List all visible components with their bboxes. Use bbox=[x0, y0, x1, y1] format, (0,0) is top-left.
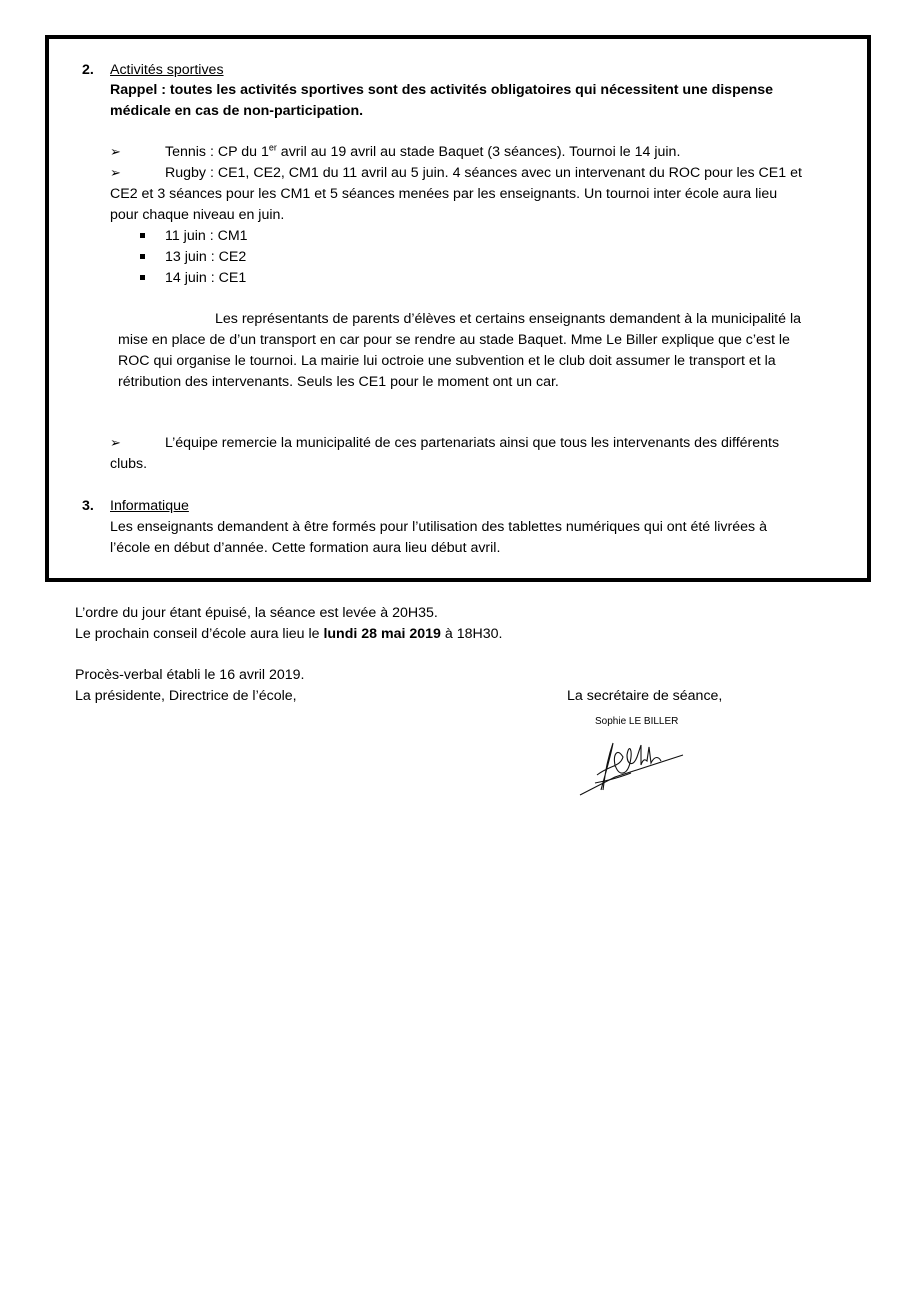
square-bullet-icon bbox=[140, 275, 145, 280]
secretary-name: Sophie LE BILLER bbox=[595, 716, 679, 727]
arrow-bullet-icon: ➢ bbox=[110, 165, 121, 180]
pv-date: Procès-verbal établi le 16 avril 2019. bbox=[75, 667, 305, 683]
square-bullet-icon bbox=[140, 233, 145, 238]
next-meeting-time: à 18H30. bbox=[440, 626, 503, 642]
section-3-number: 3. bbox=[82, 498, 94, 514]
superscript: er bbox=[268, 142, 277, 153]
transport-line-2: mise en place de d’un transport en car pour se rendre au stade Baquet. Mme Le Biller explique que c’est le bbox=[118, 332, 790, 348]
transport-line-1: Les représentants de parents d’élèves et certains enseignants demandent à la municipalité la bbox=[215, 311, 801, 327]
rugby-line-1: Rugby : CE1, CE2, CM1 du 11 avril au 5 juin. 4 séances avec un intervenant du ROC pour les CE1 et bbox=[165, 165, 802, 181]
next-meeting-text: Le prochain conseil d’école aura lieu le bbox=[75, 626, 324, 642]
rugby-line-3: pour chaque niveau en juin. bbox=[110, 207, 285, 223]
thanks-line-2: clubs. bbox=[110, 456, 148, 472]
section-2-number: 2. bbox=[82, 62, 94, 78]
arrow-bullet-icon: ➢ bbox=[110, 435, 121, 450]
rugby-date: 11 juin : CM1 bbox=[165, 228, 248, 244]
rappel-line-2: médicale en cas de non-participation. bbox=[110, 103, 364, 119]
closing-line-1: L’ordre du jour étant épuisé, la séance est levée à 20H35. bbox=[75, 605, 438, 621]
square-bullet-icon bbox=[140, 254, 145, 259]
tennis-line bbox=[165, 142, 680, 163]
section-2-title: Activités sportives bbox=[110, 62, 224, 78]
tennis-text: Tennis : CP du 1 bbox=[165, 144, 269, 160]
president-label: La présidente, Directrice de l’école, bbox=[75, 688, 297, 704]
signature-icon bbox=[575, 735, 690, 800]
closing-line-2 bbox=[75, 624, 502, 645]
informatique-line-2: l’école en début d’année. Cette formation aura lieu début avril. bbox=[110, 540, 501, 556]
rugby-date: 14 juin : CE1 bbox=[165, 270, 247, 286]
rugby-date: 13 juin : CE2 bbox=[165, 249, 247, 265]
tennis-text-rest: avril au 19 avril au stade Baquet (3 séances). Tournoi le 14 juin. bbox=[276, 144, 681, 160]
next-meeting-date: lundi 28 mai 2019 bbox=[323, 626, 441, 642]
rappel-line-1: Rappel : toutes les activités sportives sont des activités obligatoires qui nécessitent une dispense bbox=[110, 82, 774, 98]
section-3-title: Informatique bbox=[110, 498, 189, 514]
transport-line-4: rétribution des intervenants. Seuls les CE1 pour le moment ont un car. bbox=[118, 374, 559, 390]
transport-line-3: ROC qui organise le tournoi. La mairie lui octroie une subvention et le club doit assumer le transport et la bbox=[118, 353, 776, 369]
thanks-line-1: L’équipe remercie la municipalité de ces partenariats ainsi que tous les intervenants des différents bbox=[165, 435, 780, 451]
informatique-line-1: Les enseignants demandent à être formés pour l’utilisation des tablettes numériques qui ont été livrées à bbox=[110, 519, 767, 535]
secretary-label: La secrétaire de séance, bbox=[567, 688, 723, 704]
arrow-bullet-icon: ➢ bbox=[110, 144, 121, 159]
rugby-line-2: CE2 et 3 séances pour les CM1 et 5 séances menées par les enseignants. Un tournoi inter école aura lieu bbox=[110, 186, 778, 202]
